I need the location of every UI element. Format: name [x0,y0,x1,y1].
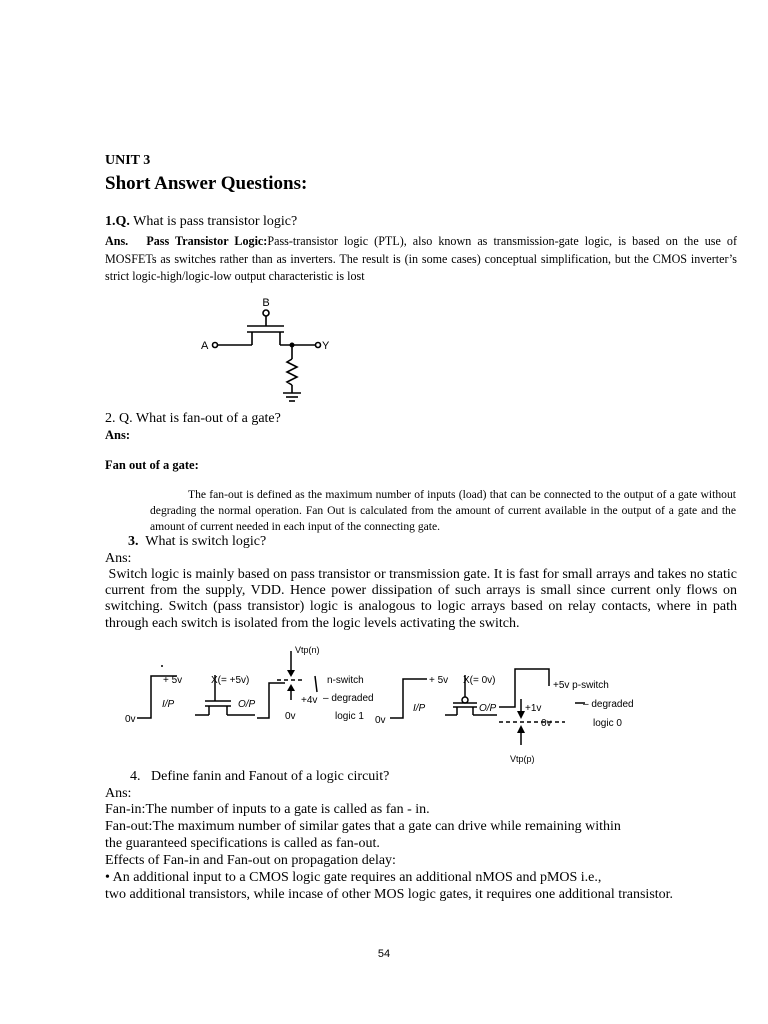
question-1 [105,214,297,230]
question-3-number: 3. [128,534,139,549]
unit-label: UNIT 3 [105,153,151,168]
question-4-number: 4. [130,769,141,784]
fan-in-definition: Fan-in:The number of inputs to a gate is called as fan - in. [105,802,430,817]
output-label: Y [322,340,330,352]
fan-out-definition: The fan-out is defined as the maximum number of inputs (load) that can be connected to the output of a gate without degrading the normal operation. Fan Out is calculated from the amount of current available in the output of a gate and the amount of current needed in each input of the connecting gate. [150,488,736,533]
answer-4-label: Ans: [105,786,132,801]
p-input-0v: 0v [375,715,386,726]
answer-1-text: Pass-transistor logic (PTL), also known as transmission-gate logic, is based on the use of MOSFETs as switches rather than as inverters. The result is (in some cases) conceptual simplification, but the CMOS inverter’s strict logic-high/logic-low output characteristic is lost [105,234,737,283]
fan-out-definition-line2: the guaranteed specifications is called as fan-out. [105,836,380,851]
effects-heading: Effects of Fan-in and Fan-out on propagation delay: [105,853,396,868]
n-output-0v: 0v [285,711,296,722]
answer-1-term: Pass Transistor Logic: [146,234,268,248]
question-2: 2. Q. What is fan-out of a gate? [105,411,281,426]
n-input-plus5v: + 5v [163,675,183,686]
question-1-text: What is pass transistor logic? [133,214,298,229]
p-plus1v: +1v [525,703,542,714]
switch-logic-figure [105,639,657,767]
answer-3-label: Ans: [105,551,132,566]
vtp-p-label: Vtp(p) [510,754,535,764]
n-input-label: I/P [162,699,175,710]
fan-out-definition-line1: Fan-out:The maximum number of similar gates that a gate can drive while remaining within [105,819,621,834]
question-3 [128,534,266,550]
section-heading: Short Answer Questions: [105,173,308,194]
p-input-label: I/P [413,703,426,714]
n-degraded-label: – degraded [323,693,374,704]
p-input-plus5v: + 5v [429,675,449,686]
n-plus4v: +4v [301,695,318,706]
p-output-0v: 0v [541,718,552,729]
fan-out-subheading: Fan out of a gate: [105,458,199,472]
answer-1 [105,233,737,286]
page-number: 54 [377,948,391,960]
effects-bullet-line2: two additional transistors, while incase of other MOS logic gates, it requires one additional transistor. [105,887,674,902]
logic0-label: logic 0 [593,718,622,729]
logic1-label: logic 1 [335,711,364,722]
pass-transistor-figure [195,295,335,407]
question-4-text: Define fanin and Fanout of a logic circuit? [151,769,390,784]
vtp-n-label: Vtp(n) [295,645,320,655]
pswitch-label: +5v p-switch [553,680,609,691]
n-input-0v: 0v [125,714,136,725]
question-1-number: 1.Q. [105,214,130,229]
n-gate-label: X(= +5v) [211,675,250,686]
switch-logic-answer [105,567,737,632]
switch-logic-text: Switch logic is mainly based on pass transistor or transmission gate. It is fast for small arrays and takes no static current from the supply, VDD. Hence power dissipation of such arrays is small since current only flows on switching. Switch (pass transistor) logic is analogous to logic arrays based on relay contacts, where in path through each switch is isolated from the logic levels activating the switch. [105,567,738,631]
input-label: A [201,340,209,352]
p-output-label: O/P [479,703,497,714]
nswitch-label: n-switch [327,675,364,686]
effects-bullet-line1: • An additional input to a CMOS logic gate requires an additional nMOS and pMOS i.e., [105,870,602,885]
p-gate-label: X(= 0v) [463,675,496,686]
p-degraded-label: – degraded [583,699,634,710]
gate-label: B [262,297,270,309]
question-3-text: What is switch logic? [145,534,267,549]
answer-2-label: Ans: [105,428,131,442]
question-4 [130,769,389,785]
answer-1-label: Ans. [105,234,129,248]
n-output-label: O/P [238,699,256,710]
